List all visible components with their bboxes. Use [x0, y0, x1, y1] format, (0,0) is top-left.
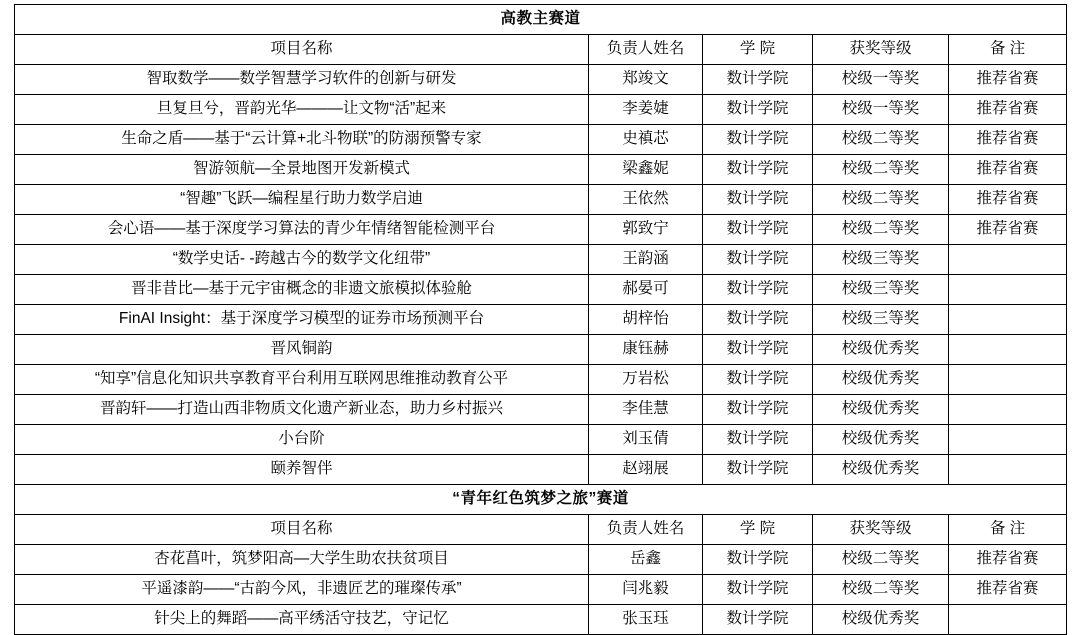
- remark-cell: [949, 305, 1067, 335]
- leader-name-cell: 刘玉倩: [589, 425, 703, 455]
- column-header-1: 负责人姓名: [589, 35, 703, 65]
- table-row: [15, 575, 1067, 605]
- project-name-cell: 杏花菖叶，筑梦阳高—大学生助农扶贫项目: [15, 545, 589, 575]
- college-cell: 数计学院: [703, 125, 813, 155]
- table-row: [15, 95, 1067, 125]
- remark-cell: 推荐省赛: [949, 65, 1067, 95]
- remark-cell: 推荐省赛: [949, 215, 1067, 245]
- column-header-row: [15, 515, 1067, 545]
- award-level-cell: 校级优秀奖: [813, 605, 949, 635]
- remark-cell: [949, 395, 1067, 425]
- remark-cell: 推荐省赛: [949, 545, 1067, 575]
- table-row: [15, 275, 1067, 305]
- remark-cell: [949, 365, 1067, 395]
- project-name-cell: 颐养智伴: [15, 455, 589, 485]
- table-row: [15, 545, 1067, 575]
- college-cell: 数计学院: [703, 155, 813, 185]
- leader-name-cell: 郑竣文: [589, 65, 703, 95]
- project-name-cell: “知享”信息化知识共享教育平台利用互联网思维推动教育公平: [15, 365, 589, 395]
- remark-cell: [949, 275, 1067, 305]
- column-header-0: 项目名称: [15, 515, 589, 545]
- table-row: [15, 335, 1067, 365]
- table-row: [15, 305, 1067, 335]
- column-header-3: 获奖等级: [813, 35, 949, 65]
- leader-name-cell: 胡梓怡: [589, 305, 703, 335]
- table-row: [15, 425, 1067, 455]
- project-name-cell: “数学史话- -跨越古今的数学文化纽带”: [15, 245, 589, 275]
- award-table: [14, 4, 1067, 635]
- project-name-cell: 会心语——基于深度学习算法的青少年情绪智能检测平台: [15, 215, 589, 245]
- remark-cell: [949, 335, 1067, 365]
- remark-cell: 推荐省赛: [949, 155, 1067, 185]
- college-cell: 数计学院: [703, 365, 813, 395]
- project-name-cell: 平遥漆韵——“古韵今风，非遗匠艺的璀璨传承”: [15, 575, 589, 605]
- leader-name-cell: 康钰赫: [589, 335, 703, 365]
- award-level-cell: 校级二等奖: [813, 155, 949, 185]
- table-row: [15, 245, 1067, 275]
- project-name-cell: 针尖上的舞蹈——高平绣活守技艺，守记忆: [15, 605, 589, 635]
- college-cell: 数计学院: [703, 335, 813, 365]
- award-level-cell: 校级优秀奖: [813, 455, 949, 485]
- leader-name-cell: 赵翊展: [589, 455, 703, 485]
- college-cell: 数计学院: [703, 545, 813, 575]
- award-level-cell: 校级三等奖: [813, 275, 949, 305]
- college-cell: 数计学院: [703, 395, 813, 425]
- college-cell: 数计学院: [703, 575, 813, 605]
- leader-name-cell: 王韵涵: [589, 245, 703, 275]
- project-name-cell: 晋韵轩——打造山西非物质文化遗产新业态，助力乡村振兴: [15, 395, 589, 425]
- college-cell: 数计学院: [703, 185, 813, 215]
- award-level-cell: 校级一等奖: [813, 95, 949, 125]
- award-level-cell: 校级二等奖: [813, 575, 949, 605]
- leader-name-cell: 郝晏可: [589, 275, 703, 305]
- column-header-1: 负责人姓名: [589, 515, 703, 545]
- college-cell: 数计学院: [703, 455, 813, 485]
- project-name-cell: 小台阶: [15, 425, 589, 455]
- column-header-2: 学 院: [703, 515, 813, 545]
- column-header-4: 备 注: [949, 515, 1067, 545]
- column-header-0: 项目名称: [15, 35, 589, 65]
- leader-name-cell: 万岩松: [589, 365, 703, 395]
- remark-cell: 推荐省赛: [949, 125, 1067, 155]
- project-name-cell: 智取数学——数学智慧学习软件的创新与研发: [15, 65, 589, 95]
- leader-name-cell: 郭致宁: [589, 215, 703, 245]
- project-name-cell: 旦复旦兮，晋韵光华———让文物“活”起来: [15, 95, 589, 125]
- leader-name-cell: 李姜婕: [589, 95, 703, 125]
- award-level-cell: 校级二等奖: [813, 125, 949, 155]
- remark-cell: [949, 425, 1067, 455]
- award-level-cell: 校级二等奖: [813, 185, 949, 215]
- table-row: [15, 365, 1067, 395]
- college-cell: 数计学院: [703, 65, 813, 95]
- table-row: [15, 155, 1067, 185]
- college-cell: 数计学院: [703, 95, 813, 125]
- remark-cell: [949, 605, 1067, 635]
- award-level-cell: 校级三等奖: [813, 305, 949, 335]
- award-level-cell: 校级优秀奖: [813, 425, 949, 455]
- college-cell: 数计学院: [703, 425, 813, 455]
- leader-name-cell: 岳鑫: [589, 545, 703, 575]
- remark-cell: 推荐省赛: [949, 185, 1067, 215]
- award-level-cell: 校级优秀奖: [813, 365, 949, 395]
- section-title: 高教主赛道: [15, 5, 1067, 35]
- award-level-cell: 校级二等奖: [813, 215, 949, 245]
- table-row: [15, 125, 1067, 155]
- leader-name-cell: 张玉珏: [589, 605, 703, 635]
- leader-name-cell: 李佳慧: [589, 395, 703, 425]
- table-row: [15, 605, 1067, 635]
- table-row: [15, 185, 1067, 215]
- college-cell: 数计学院: [703, 305, 813, 335]
- table-row: [15, 395, 1067, 425]
- leader-name-cell: 闫兆毅: [589, 575, 703, 605]
- leader-name-cell: 史禛芯: [589, 125, 703, 155]
- section-title-row: [15, 485, 1067, 515]
- section-title: “青年红色筑梦之旅”赛道: [15, 485, 1067, 515]
- award-level-cell: 校级优秀奖: [813, 395, 949, 425]
- column-header-row: [15, 35, 1067, 65]
- project-name-cell: “智趣”飞跃—编程星行助力数学启迪: [15, 185, 589, 215]
- section-title-row: [15, 5, 1067, 35]
- project-name-cell: 生命之盾——基于“云计算+北斗物联”的防溺预警专家: [15, 125, 589, 155]
- remark-cell: 推荐省赛: [949, 575, 1067, 605]
- award-level-cell: 校级二等奖: [813, 545, 949, 575]
- college-cell: 数计学院: [703, 215, 813, 245]
- table-row: [15, 455, 1067, 485]
- leader-name-cell: 王依然: [589, 185, 703, 215]
- award-level-cell: 校级一等奖: [813, 65, 949, 95]
- award-level-cell: 校级三等奖: [813, 245, 949, 275]
- college-cell: 数计学院: [703, 275, 813, 305]
- award-level-cell: 校级优秀奖: [813, 335, 949, 365]
- project-name-cell: 晋非昔比—基于元宇宙概念的非遗文旅模拟体验舱: [15, 275, 589, 305]
- column-header-4: 备 注: [949, 35, 1067, 65]
- college-cell: 数计学院: [703, 245, 813, 275]
- remark-cell: [949, 455, 1067, 485]
- remark-cell: 推荐省赛: [949, 95, 1067, 125]
- award-table-body: [15, 5, 1067, 635]
- project-name-cell: 晋风铜韵: [15, 335, 589, 365]
- remark-cell: [949, 245, 1067, 275]
- project-name-cell: 智游领航—全景地图开发新模式: [15, 155, 589, 185]
- leader-name-cell: 梁鑫妮: [589, 155, 703, 185]
- project-name-cell: FinAI Insight：基于深度学习模型的证券市场预测平台: [15, 305, 589, 335]
- college-cell: 数计学院: [703, 605, 813, 635]
- column-header-2: 学 院: [703, 35, 813, 65]
- table-row: [15, 65, 1067, 95]
- column-header-3: 获奖等级: [813, 515, 949, 545]
- table-row: [15, 215, 1067, 245]
